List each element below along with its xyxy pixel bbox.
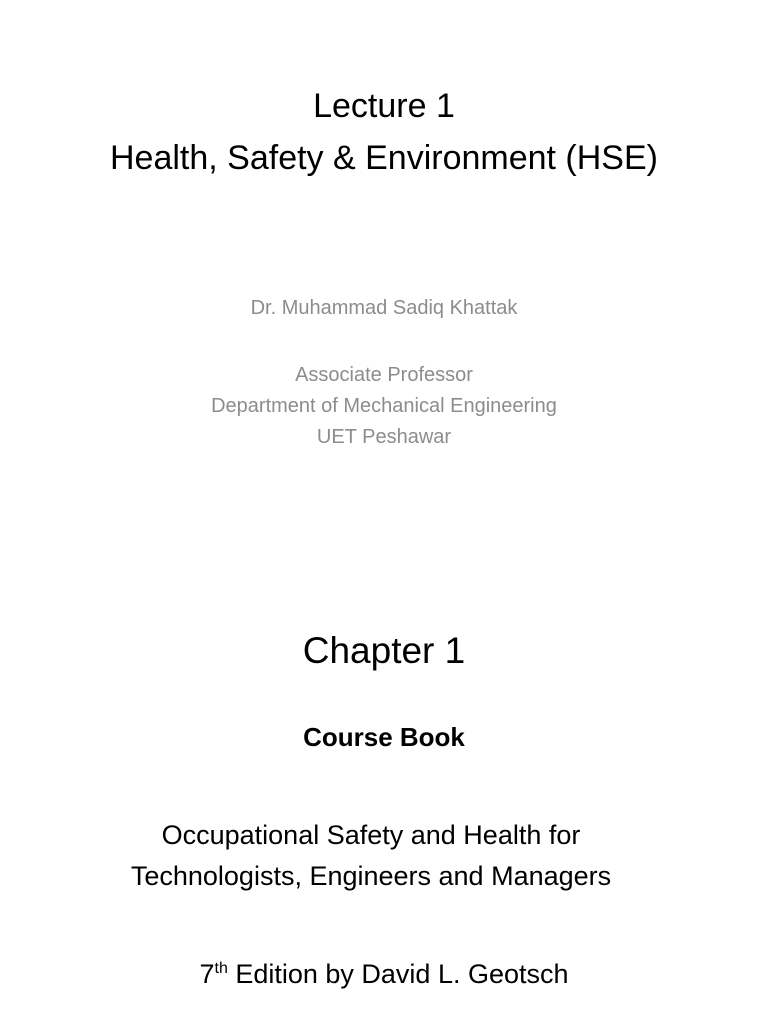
edition-line xyxy=(0,956,768,992)
author-position: Associate Professor xyxy=(295,364,473,386)
edition-author: Edition by David L. Geotsch xyxy=(227,959,569,989)
author-name: Dr. Muhammad Sadiq Khattak xyxy=(250,297,518,319)
edition-number: 7 xyxy=(199,959,215,989)
author-institution: UET Peshawar xyxy=(316,426,452,448)
lecture-title: Health, Safety & Environment (HSE) xyxy=(109,139,658,177)
book-title-line2: Technologists, Engineers and Managers xyxy=(130,861,612,891)
edition-suffix: th xyxy=(214,960,228,977)
course-book-label: Course Book xyxy=(303,722,465,752)
book-title-line1: Occupational Safety and Health for xyxy=(161,820,581,850)
lecture-number: Lecture 1 xyxy=(313,87,455,125)
chapter-heading: Chapter 1 xyxy=(302,630,466,671)
author-department: Department of Mechanical Engineering xyxy=(211,395,557,417)
